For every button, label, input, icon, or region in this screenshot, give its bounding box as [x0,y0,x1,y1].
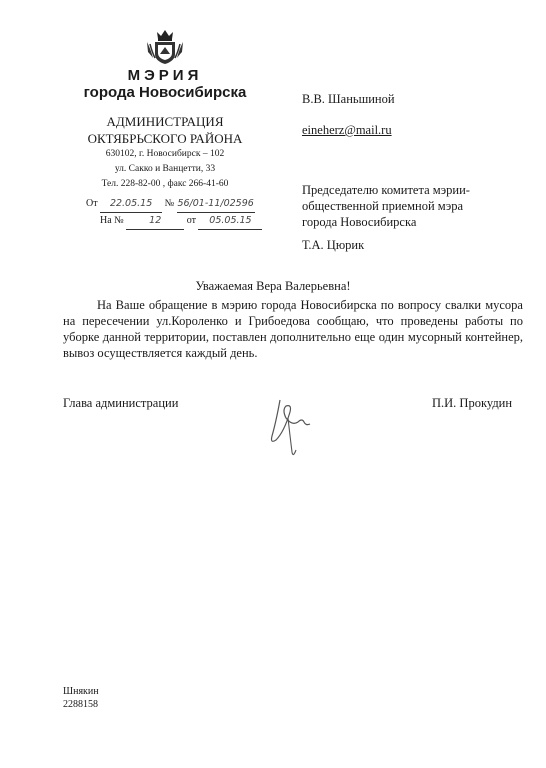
recipient-email[interactable]: eineherz@mail.ru [302,123,392,137]
city-emblem-icon [145,28,185,66]
ref-no-value: 56/01-11/02596 [177,196,255,213]
ref-to-date: 05.05.15 [198,213,262,230]
signatory-name: П.И. Прокудин [432,396,513,410]
postal-address: 630102, г. Новосибирск – 102 [105,149,225,159]
org-city: города Новосибирска [83,84,247,101]
ref-to-value: 12 [126,213,184,230]
ref-from-label: От [86,198,98,209]
addressee-name: Т.А. Цюрик [302,238,365,252]
addressee-line1: Председателю комитета мэрии- [302,183,470,197]
addressee-line2: общественной приемной мэра [302,199,463,213]
org-name: МЭРИЯ [127,67,203,84]
signatory-position: Глава администрации [63,396,179,410]
ref-to-label: На № [100,215,124,226]
ref-to-date-label: от [186,215,196,226]
executor-name: Шнякин [63,686,99,697]
ref-no-label: № [164,198,175,209]
admin-name: АДМИНИСТРАЦИЯ [106,114,224,129]
ref-from-date: 22.05.15 [100,196,162,213]
salutation: Уважаемая Вера Валерьевна! [195,279,351,293]
incoming-reference [100,213,262,230]
admin-district: ОКТЯБРЬСКОГО РАЙОНА [87,131,243,146]
phone-fax: Тел. 228-82-00 , факс 266-41-60 [101,179,229,189]
recipient-name: В.В. Шаньшиной [302,92,395,106]
street-address: ул. Сакко и Ванцетти, 33 [114,164,216,174]
handwritten-signature-icon [262,392,322,462]
outgoing-reference [86,196,255,213]
addressee-block [302,182,470,230]
letterhead [60,28,270,192]
executor-phone: 2288158 [63,699,98,710]
letter-body: На Ваше обращение в мэрию города Новосибирска по вопросу свалки мусора на пересечении ул.Короленко и Грибоедова сообщаю, что проведены работы по уборке данной территории, поставлен дополнительно еще один мусорный контейнер, вывоз осуществляется каждый день. [63,298,523,360]
addressee-line3: города Новосибирска [302,215,417,229]
executor-info [63,685,99,711]
